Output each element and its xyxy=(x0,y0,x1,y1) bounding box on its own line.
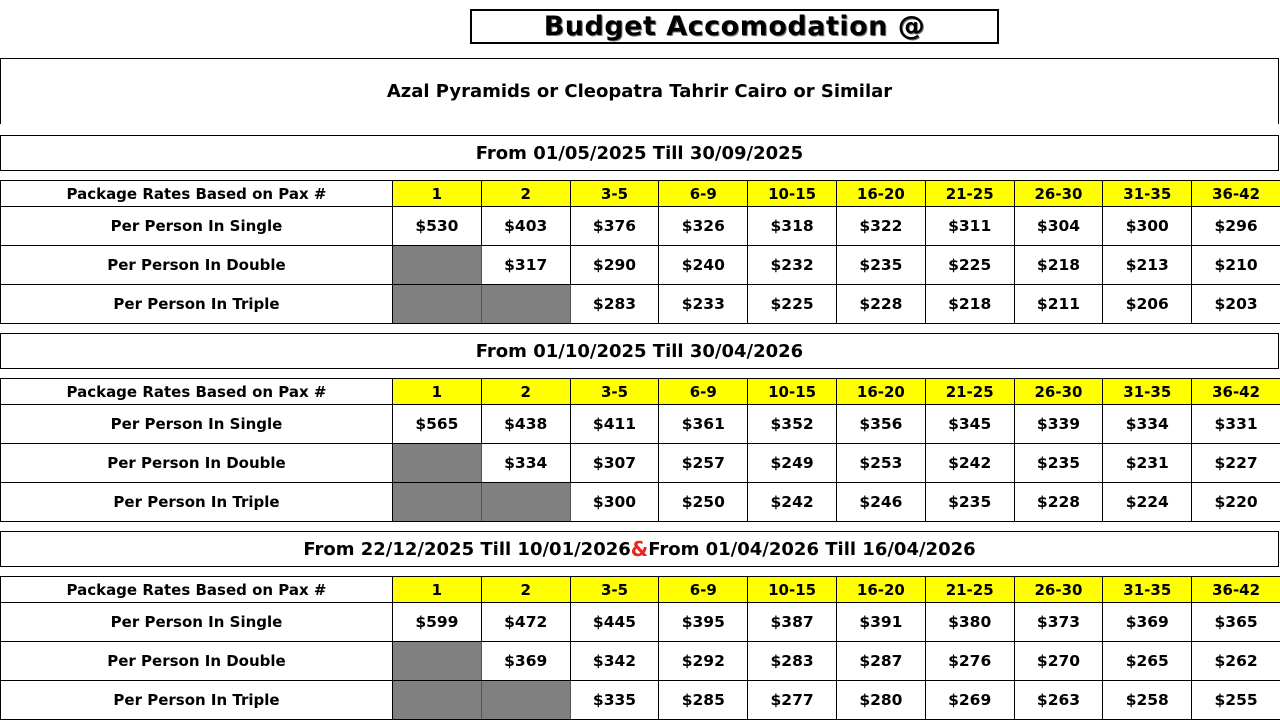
rate-cell: $307 xyxy=(570,444,659,483)
pax-range-cell: 21-25 xyxy=(925,577,1014,603)
rate-cell: $334 xyxy=(1103,405,1192,444)
rate-cell: $280 xyxy=(836,681,925,720)
rate-cell: $395 xyxy=(659,603,748,642)
pax-range-cell: 31-35 xyxy=(1103,379,1192,405)
rate-cell: $211 xyxy=(1014,285,1103,324)
rate-cell: $369 xyxy=(1103,603,1192,642)
pax-range-cell: 31-35 xyxy=(1103,181,1192,207)
rate-cell: $218 xyxy=(1014,246,1103,285)
rate-cell: $233 xyxy=(659,285,748,324)
rate-cell: $224 xyxy=(1103,483,1192,522)
unavailable-cell xyxy=(481,681,570,720)
rate-cell: $235 xyxy=(925,483,1014,522)
page-title: Budget Accomodation @ xyxy=(470,9,999,44)
room-type-label: Per Person In Triple xyxy=(1,285,393,324)
rate-cell: $276 xyxy=(925,642,1014,681)
rate-cell: $352 xyxy=(748,405,837,444)
rate-cell: $334 xyxy=(481,444,570,483)
rate-cell: $565 xyxy=(393,405,482,444)
rate-cell: $376 xyxy=(570,207,659,246)
rate-cell: $225 xyxy=(748,285,837,324)
rate-cell: $228 xyxy=(836,285,925,324)
rate-row xyxy=(1,681,1280,720)
rate-cell: $242 xyxy=(748,483,837,522)
pax-range-cell: 16-20 xyxy=(836,577,925,603)
pax-range-cell: 6-9 xyxy=(659,181,748,207)
rate-row xyxy=(1,483,1280,522)
season-3-period-part-1: From 22/12/2025 Till 10/01/2026 xyxy=(303,538,631,560)
rate-cell: $322 xyxy=(836,207,925,246)
rate-cell: $213 xyxy=(1103,246,1192,285)
rate-cell: $373 xyxy=(1014,603,1103,642)
rate-row xyxy=(1,246,1280,285)
rate-cell: $361 xyxy=(659,405,748,444)
rate-cell: $270 xyxy=(1014,642,1103,681)
pax-range-cell: 36-42 xyxy=(1192,379,1280,405)
room-type-label: Per Person In Triple xyxy=(1,483,393,522)
pax-range-cell: 31-35 xyxy=(1103,577,1192,603)
rate-cell: $203 xyxy=(1192,285,1280,324)
rates-table-season-3 xyxy=(0,576,1280,720)
rate-cell: $326 xyxy=(659,207,748,246)
pax-range-cell: 1 xyxy=(393,577,482,603)
rate-cell: $287 xyxy=(836,642,925,681)
rate-cell: $403 xyxy=(481,207,570,246)
pax-range-cell: 21-25 xyxy=(925,379,1014,405)
season-3-ampersand: & xyxy=(630,537,649,561)
rate-cell: $249 xyxy=(748,444,837,483)
rate-cell: $206 xyxy=(1103,285,1192,324)
rate-cell: $231 xyxy=(1103,444,1192,483)
pax-header-row xyxy=(1,379,1280,405)
rate-cell: $599 xyxy=(393,603,482,642)
rate-cell: $253 xyxy=(836,444,925,483)
rate-cell: $356 xyxy=(836,405,925,444)
pax-range-cell: 2 xyxy=(481,181,570,207)
pax-header-label: Package Rates Based on Pax # xyxy=(1,379,393,405)
rate-cell: $255 xyxy=(1192,681,1280,720)
rate-cell: $296 xyxy=(1192,207,1280,246)
rate-cell: $292 xyxy=(659,642,748,681)
pax-range-cell: 3-5 xyxy=(570,181,659,207)
rate-cell: $240 xyxy=(659,246,748,285)
rate-row xyxy=(1,603,1280,642)
pax-range-cell: 10-15 xyxy=(748,181,837,207)
rate-cell: $339 xyxy=(1014,405,1103,444)
pax-range-cell: 26-30 xyxy=(1014,379,1103,405)
rate-row xyxy=(1,285,1280,324)
unavailable-cell xyxy=(481,483,570,522)
rate-cell: $218 xyxy=(925,285,1014,324)
rate-cell: $228 xyxy=(1014,483,1103,522)
room-type-label: Per Person In Single xyxy=(1,207,393,246)
rate-cell: $445 xyxy=(570,603,659,642)
pax-header-label: Package Rates Based on Pax # xyxy=(1,181,393,207)
rate-cell: $391 xyxy=(836,603,925,642)
rate-cell: $317 xyxy=(481,246,570,285)
rate-cell: $387 xyxy=(748,603,837,642)
rate-cell: $411 xyxy=(570,405,659,444)
rate-row xyxy=(1,642,1280,681)
rates-table-season-2 xyxy=(0,378,1280,522)
rate-cell: $265 xyxy=(1103,642,1192,681)
rate-row xyxy=(1,207,1280,246)
pax-range-cell: 6-9 xyxy=(659,379,748,405)
room-type-label: Per Person In Double xyxy=(1,246,393,285)
pax-range-cell: 16-20 xyxy=(836,181,925,207)
rate-cell: $300 xyxy=(1103,207,1192,246)
pax-header-label: Package Rates Based on Pax # xyxy=(1,577,393,603)
unavailable-cell xyxy=(393,681,482,720)
rate-cell: $369 xyxy=(481,642,570,681)
pax-range-cell: 3-5 xyxy=(570,577,659,603)
pax-range-cell: 2 xyxy=(481,577,570,603)
rate-row xyxy=(1,405,1280,444)
rate-cell: $380 xyxy=(925,603,1014,642)
season-3-period xyxy=(0,531,1279,567)
pax-range-cell: 6-9 xyxy=(659,577,748,603)
hotel-name: Azal Pyramids or Cleopatra Tahrir Cairo or Similar xyxy=(0,58,1279,124)
rate-cell: $258 xyxy=(1103,681,1192,720)
rate-row xyxy=(1,444,1280,483)
rate-cell: $242 xyxy=(925,444,1014,483)
pax-range-cell: 1 xyxy=(393,181,482,207)
room-type-label: Per Person In Double xyxy=(1,642,393,681)
rate-cell: $262 xyxy=(1192,642,1280,681)
season-1-period: From 01/05/2025 Till 30/09/2025 xyxy=(0,135,1279,171)
rate-cell: $225 xyxy=(925,246,1014,285)
rate-cell: $235 xyxy=(836,246,925,285)
room-type-label: Per Person In Triple xyxy=(1,681,393,720)
rate-cell: $290 xyxy=(570,246,659,285)
pax-range-cell: 36-42 xyxy=(1192,181,1280,207)
unavailable-cell xyxy=(393,246,482,285)
season-3-period-part-2: From 01/04/2026 Till 16/04/2026 xyxy=(648,538,976,560)
pax-range-cell: 3-5 xyxy=(570,379,659,405)
pax-range-cell: 26-30 xyxy=(1014,181,1103,207)
rate-cell: $304 xyxy=(1014,207,1103,246)
pax-range-cell: 1 xyxy=(393,379,482,405)
rate-cell: $318 xyxy=(748,207,837,246)
unavailable-cell xyxy=(393,285,482,324)
rate-cell: $235 xyxy=(1014,444,1103,483)
rate-cell: $283 xyxy=(748,642,837,681)
rate-cell: $300 xyxy=(570,483,659,522)
room-type-label: Per Person In Double xyxy=(1,444,393,483)
unavailable-cell xyxy=(393,483,482,522)
rate-cell: $530 xyxy=(393,207,482,246)
pax-range-cell: 10-15 xyxy=(748,379,837,405)
room-type-label: Per Person In Single xyxy=(1,603,393,642)
pax-range-cell: 26-30 xyxy=(1014,577,1103,603)
rate-cell: $277 xyxy=(748,681,837,720)
rate-cell: $269 xyxy=(925,681,1014,720)
rate-cell: $227 xyxy=(1192,444,1280,483)
pax-range-cell: 10-15 xyxy=(748,577,837,603)
rate-cell: $232 xyxy=(748,246,837,285)
pax-header-row xyxy=(1,577,1280,603)
rate-cell: $311 xyxy=(925,207,1014,246)
rate-cell: $246 xyxy=(836,483,925,522)
rate-cell: $365 xyxy=(1192,603,1280,642)
rate-cell: $331 xyxy=(1192,405,1280,444)
pax-range-cell: 2 xyxy=(481,379,570,405)
rate-cell: $345 xyxy=(925,405,1014,444)
pax-range-cell: 21-25 xyxy=(925,181,1014,207)
rate-cell: $335 xyxy=(570,681,659,720)
unavailable-cell xyxy=(393,642,482,681)
season-2-period: From 01/10/2025 Till 30/04/2026 xyxy=(0,333,1279,369)
rate-cell: $342 xyxy=(570,642,659,681)
rate-cell: $263 xyxy=(1014,681,1103,720)
rate-cell: $220 xyxy=(1192,483,1280,522)
rate-cell: $438 xyxy=(481,405,570,444)
rate-cell: $285 xyxy=(659,681,748,720)
room-type-label: Per Person In Single xyxy=(1,405,393,444)
unavailable-cell xyxy=(481,285,570,324)
pax-range-cell: 36-42 xyxy=(1192,577,1280,603)
rates-table-season-1 xyxy=(0,180,1280,324)
rate-cell: $210 xyxy=(1192,246,1280,285)
rate-cell: $472 xyxy=(481,603,570,642)
pax-header-row xyxy=(1,181,1280,207)
rate-cell: $250 xyxy=(659,483,748,522)
rate-cell: $283 xyxy=(570,285,659,324)
unavailable-cell xyxy=(393,444,482,483)
rate-cell: $257 xyxy=(659,444,748,483)
pax-range-cell: 16-20 xyxy=(836,379,925,405)
